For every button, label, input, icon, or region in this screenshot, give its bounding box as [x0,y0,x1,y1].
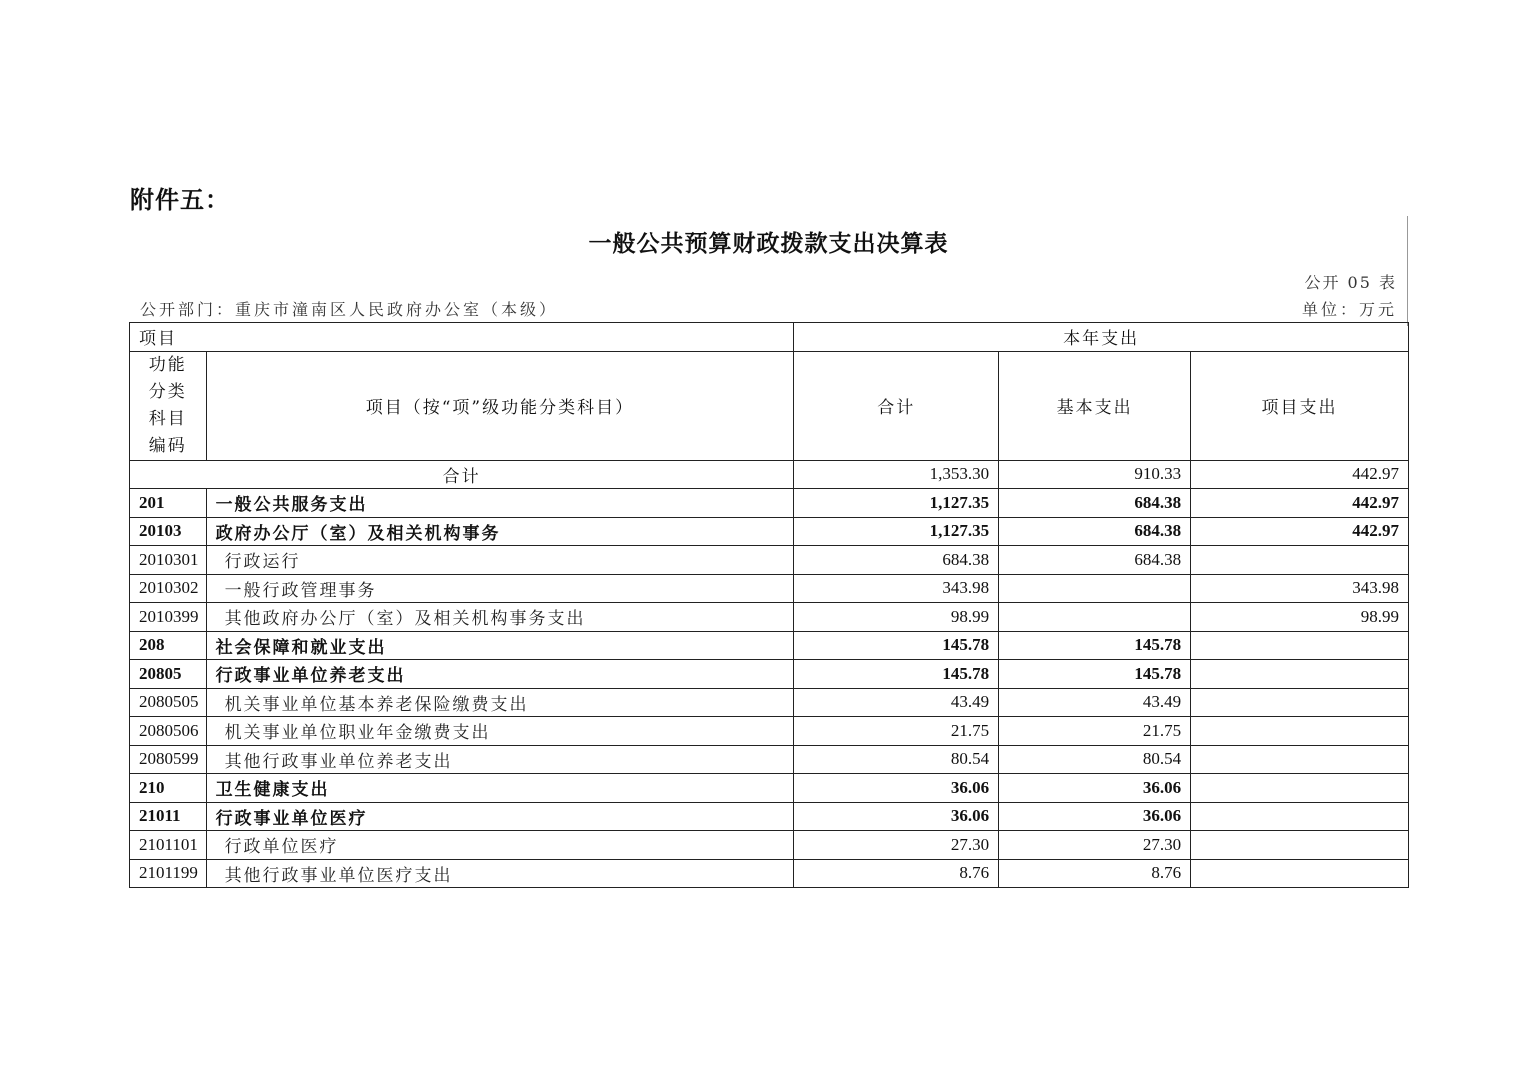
row-name: 行政运行 [206,546,794,575]
row-basic [999,603,1191,632]
table-row [130,802,1409,831]
document-title: 一般公共预算财政拨款支出决算表 [588,230,949,257]
row-total: 36.06 [794,802,999,831]
row-project: 98.99 [1191,603,1409,632]
row-project: 343.98 [1191,574,1409,603]
row-code: 2010302 [130,574,207,603]
row-basic: 27.30 [999,831,1191,860]
table-row [130,774,1409,803]
row-project: 442.97 [1191,489,1409,518]
header-basic: 基本支出 [999,351,1191,460]
row-name: 一般公共服务支出 [206,489,794,518]
row-code: 2010301 [130,546,207,575]
row-total: 343.98 [794,574,999,603]
table-row [130,831,1409,860]
row-total: 21.75 [794,717,999,746]
row-name: 机关事业单位职业年金缴费支出 [206,717,794,746]
summary-project: 442.97 [1191,460,1409,489]
header-row [130,323,1409,352]
row-total: 43.49 [794,688,999,717]
department-label: 公开部门：重庆市潼南区人民政府办公室（本级） [140,300,559,319]
summary-basic: 910.33 [999,460,1191,489]
row-project [1191,802,1409,831]
row-project [1191,717,1409,746]
row-name: 其他行政事业单位养老支出 [206,745,794,774]
row-total: 1,127.35 [794,517,999,546]
row-total: 145.78 [794,660,999,689]
row-project [1191,774,1409,803]
row-project [1191,546,1409,575]
row-code: 2080505 [130,688,207,717]
row-total: 80.54 [794,745,999,774]
row-project [1191,688,1409,717]
header-item-name: 项目（按“项”级功能分类科目） [206,351,794,460]
row-name: 机关事业单位基本养老保险缴费支出 [206,688,794,717]
header-total: 合计 [794,351,999,460]
row-name: 其他政府办公厅（室）及相关机构事务支出 [206,603,794,632]
row-name: 行政事业单位医疗 [206,802,794,831]
row-total: 8.76 [794,859,999,888]
row-basic: 684.38 [999,517,1191,546]
row-code: 210 [130,774,207,803]
row-project [1191,745,1409,774]
row-total: 27.30 [794,831,999,860]
row-basic [999,574,1191,603]
row-basic: 145.78 [999,631,1191,660]
header-current-year: 本年支出 [794,323,1409,352]
row-name: 一般行政管理事务 [206,574,794,603]
summary-total: 1,353.30 [794,460,999,489]
attachment-label: 附件五： [130,185,230,214]
row-code: 208 [130,631,207,660]
row-basic: 684.38 [999,489,1191,518]
table-row [130,688,1409,717]
row-project: 442.97 [1191,517,1409,546]
table-row [130,517,1409,546]
row-project [1191,859,1409,888]
row-basic: 43.49 [999,688,1191,717]
row-total: 1,127.35 [794,489,999,518]
row-code: 2101199 [130,859,207,888]
table-row [130,631,1409,660]
row-total: 684.38 [794,546,999,575]
table-row [130,546,1409,575]
header-item: 项目 [130,323,794,352]
row-name: 其他行政事业单位医疗支出 [206,859,794,888]
row-name: 行政事业单位养老支出 [206,660,794,689]
summary-label: 合计 [130,460,794,489]
row-basic: 36.06 [999,774,1191,803]
row-total: 145.78 [794,631,999,660]
table-number: 公开 05 表 [1304,273,1397,292]
row-name: 社会保障和就业支出 [206,631,794,660]
row-project [1191,660,1409,689]
row-code: 20103 [130,517,207,546]
row-code: 21011 [130,802,207,831]
table-row [130,745,1409,774]
table-row [130,489,1409,518]
row-project [1191,631,1409,660]
subheader-row [130,351,1409,460]
row-name: 政府办公厅（室）及相关机构事务 [206,517,794,546]
row-basic: 145.78 [999,660,1191,689]
table-row [130,717,1409,746]
table-row [130,660,1409,689]
row-code: 201 [130,489,207,518]
row-code: 2010399 [130,603,207,632]
row-code: 2080506 [130,717,207,746]
row-code: 20805 [130,660,207,689]
expenditure-table [129,322,1409,888]
table-row [130,574,1409,603]
row-code: 2101101 [130,831,207,860]
row-name: 行政单位医疗 [206,831,794,860]
unit-label: 单位：万元 [1301,300,1397,319]
row-total: 98.99 [794,603,999,632]
row-code: 2080599 [130,745,207,774]
row-basic: 36.06 [999,802,1191,831]
row-total: 36.06 [794,774,999,803]
table-row [130,603,1409,632]
table-row [130,859,1409,888]
row-basic: 684.38 [999,546,1191,575]
row-basic: 21.75 [999,717,1191,746]
row-name: 卫生健康支出 [206,774,794,803]
row-basic: 8.76 [999,859,1191,888]
header-project: 项目支出 [1191,351,1409,460]
row-basic: 80.54 [999,745,1191,774]
row-project [1191,831,1409,860]
summary-row [130,460,1409,489]
header-code: 功能分类科目编码 [130,351,207,460]
